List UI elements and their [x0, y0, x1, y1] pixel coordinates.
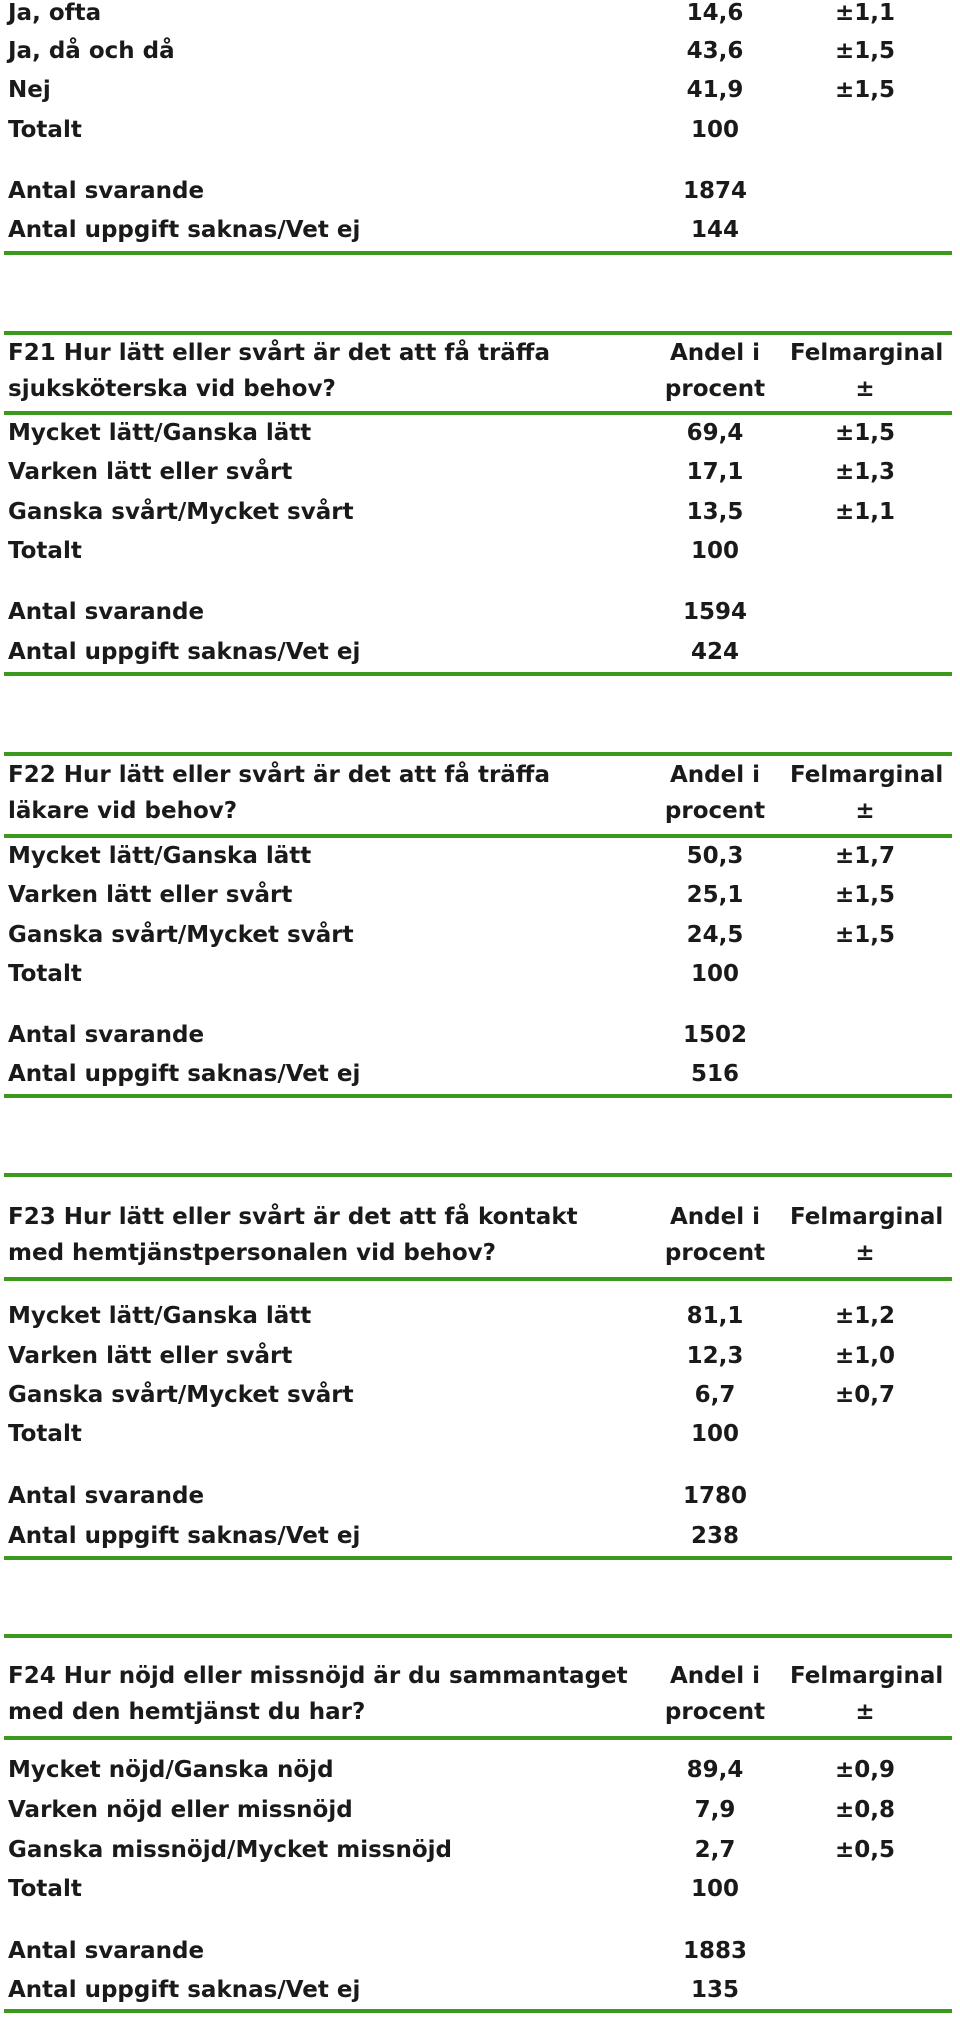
- missing-row: [0, 212, 952, 248]
- table-row-total: [0, 956, 952, 992]
- row-label: Totalt: [8, 1876, 82, 1902]
- table-row: [0, 1832, 952, 1868]
- table-row: [0, 494, 952, 530]
- row-margin: ±1,2: [834, 1303, 895, 1329]
- row-margin: ±1,1: [834, 499, 895, 525]
- row-margin: ±1,1: [834, 0, 895, 26]
- row-value: 6,7: [694, 1382, 736, 1408]
- missing-label: Antal uppgift saknas/Vet ej: [8, 1061, 361, 1087]
- table-row: [0, 1792, 952, 1828]
- respondents-value: 1780: [682, 1483, 747, 1509]
- row-value: 7,9: [694, 1797, 736, 1823]
- missing-value: 516: [690, 1061, 739, 1087]
- row-label: Totalt: [8, 1421, 82, 1447]
- section-divider: [4, 1634, 952, 1638]
- row-margin: ±1,7: [834, 843, 895, 869]
- respondents-row: [0, 1478, 952, 1514]
- missing-value: 135: [690, 1977, 739, 2003]
- section-divider: [4, 251, 952, 255]
- table-row: [0, 917, 952, 953]
- question-header-f24: [0, 1658, 952, 1732]
- row-label: Ganska svårt/Mycket svårt: [8, 1382, 354, 1408]
- missing-label: Antal uppgift saknas/Vet ej: [8, 1977, 361, 2003]
- question-header-f21: [0, 335, 952, 409]
- section-divider: [4, 1094, 952, 1098]
- question-text: F22 Hur lätt eller svårt är det att få träffa läkare vid behov?: [8, 762, 550, 824]
- row-label: Totalt: [8, 538, 82, 564]
- row-value: 41,9: [686, 77, 744, 103]
- row-label: Varken lätt eller svårt: [8, 882, 293, 908]
- row-label: Ja, då och då: [8, 38, 175, 64]
- margin-column-header: Felmarginal ±: [790, 340, 944, 402]
- margin-column-header: Felmarginal ±: [790, 1663, 944, 1725]
- section-divider: [4, 2009, 952, 2013]
- header-divider: [4, 1736, 952, 1740]
- table-row: [0, 1752, 952, 1788]
- row-value: 43,6: [686, 38, 744, 64]
- row-margin: ±1,5: [834, 38, 895, 64]
- table-row: [0, 838, 952, 874]
- table-row-total: [0, 1416, 952, 1452]
- missing-value: 144: [690, 217, 739, 243]
- row-margin: ±1,5: [834, 77, 895, 103]
- table-row: [0, 877, 952, 913]
- row-value: 100: [690, 961, 739, 987]
- row-value: 17,1: [686, 459, 744, 485]
- respondents-label: Antal svarande: [8, 178, 205, 204]
- row-value: 14,6: [686, 0, 744, 26]
- table-row-total: [0, 112, 952, 148]
- table-row: [0, 454, 952, 490]
- margin-column-header: Felmarginal ±: [790, 1204, 944, 1266]
- row-margin: ±0,8: [834, 1797, 895, 1823]
- row-label: Mycket lätt/Ganska lätt: [8, 1303, 312, 1329]
- respondents-value: 1502: [682, 1022, 747, 1048]
- table-row: [0, 1338, 952, 1374]
- row-value: 24,5: [686, 922, 744, 948]
- row-margin: ±1,3: [834, 459, 895, 485]
- table-row: [0, 72, 952, 108]
- row-label: Mycket lätt/Ganska lätt: [8, 420, 312, 446]
- respondents-label: Antal svarande: [8, 599, 205, 625]
- row-label: Varken nöjd eller missnöjd: [8, 1797, 353, 1823]
- respondents-value: 1594: [682, 599, 747, 625]
- row-margin: ±1,5: [834, 420, 895, 446]
- missing-value: 238: [690, 1523, 739, 1549]
- share-column-header: Andel i procent: [664, 1204, 766, 1266]
- table-row: [0, 1377, 952, 1413]
- respondents-row: [0, 173, 952, 209]
- row-margin: ±1,5: [834, 922, 895, 948]
- respondents-label: Antal svarande: [8, 1022, 205, 1048]
- row-label: Totalt: [8, 117, 82, 143]
- table-row: [0, 33, 952, 69]
- row-margin: ±0,9: [834, 1757, 895, 1783]
- row-value: 69,4: [686, 420, 744, 446]
- row-value: 89,4: [686, 1757, 744, 1783]
- row-value: 12,3: [686, 1343, 744, 1369]
- row-margin: ±1,5: [834, 882, 895, 908]
- question-text: F24 Hur nöjd eller missnöjd är du sammantaget med den hemtjänst du har?: [8, 1663, 628, 1725]
- row-label: Varken lätt eller svårt: [8, 459, 293, 485]
- missing-label: Antal uppgift saknas/Vet ej: [8, 217, 361, 243]
- question-text: F23 Hur lätt eller svårt är det att få kontakt med hemtjänstpersonalen vid behov?: [8, 1204, 578, 1266]
- share-column-header: Andel i procent: [664, 1663, 766, 1725]
- respondents-label: Antal svarande: [8, 1938, 205, 1964]
- table-row: [0, 0, 952, 31]
- missing-row: [0, 634, 952, 670]
- share-column-header: Andel i procent: [664, 762, 766, 824]
- row-label: Ganska missnöjd/Mycket missnöjd: [8, 1837, 452, 1863]
- row-label: Totalt: [8, 961, 82, 987]
- table-row: [0, 1298, 952, 1334]
- row-label: Ganska svårt/Mycket svårt: [8, 499, 354, 525]
- row-margin: ±1,0: [834, 1343, 895, 1369]
- row-margin: ±0,7: [834, 1382, 895, 1408]
- question-header-f23: [0, 1199, 952, 1273]
- row-value: 13,5: [686, 499, 744, 525]
- row-value: 100: [690, 1421, 739, 1447]
- row-value: 50,3: [686, 843, 744, 869]
- table-row: [0, 415, 952, 451]
- row-label: Ganska svårt/Mycket svårt: [8, 922, 354, 948]
- missing-label: Antal uppgift saknas/Vet ej: [8, 1523, 361, 1549]
- row-label: Varken lätt eller svårt: [8, 1343, 293, 1369]
- respondents-row: [0, 1933, 952, 1969]
- row-value: 81,1: [686, 1303, 744, 1329]
- section-divider: [4, 1173, 952, 1177]
- row-label: Mycket lätt/Ganska lätt: [8, 843, 312, 869]
- respondents-value: 1883: [682, 1938, 747, 1964]
- missing-value: 424: [690, 639, 739, 665]
- row-value: 100: [690, 1876, 739, 1902]
- table-row-total: [0, 1871, 952, 1907]
- section-divider: [4, 752, 952, 756]
- missing-row: [0, 1518, 952, 1554]
- missing-row: [0, 1972, 952, 2008]
- row-value: 2,7: [694, 1837, 736, 1863]
- row-label: Mycket nöjd/Ganska nöjd: [8, 1757, 334, 1783]
- row-label: Nej: [8, 77, 51, 103]
- question-text: F21 Hur lätt eller svårt är det att få träffa sjuksköterska vid behov?: [8, 340, 550, 402]
- row-value: 100: [690, 538, 739, 564]
- respondents-row: [0, 1017, 952, 1053]
- missing-label: Antal uppgift saknas/Vet ej: [8, 639, 361, 665]
- section-divider: [4, 672, 952, 676]
- row-value: 25,1: [686, 882, 744, 908]
- section-divider: [4, 1556, 952, 1560]
- header-divider: [4, 1277, 952, 1281]
- share-column-header: Andel i procent: [664, 340, 766, 402]
- missing-row: [0, 1056, 952, 1092]
- row-margin: ±0,5: [834, 1837, 895, 1863]
- table-row-total: [0, 533, 952, 569]
- question-header-f22: [0, 757, 952, 831]
- row-label: Ja, ofta: [8, 0, 102, 26]
- row-value: 100: [690, 117, 739, 143]
- respondents-row: [0, 594, 952, 630]
- respondents-label: Antal svarande: [8, 1483, 205, 1509]
- respondents-value: 1874: [682, 178, 747, 204]
- margin-column-header: Felmarginal ±: [790, 762, 944, 824]
